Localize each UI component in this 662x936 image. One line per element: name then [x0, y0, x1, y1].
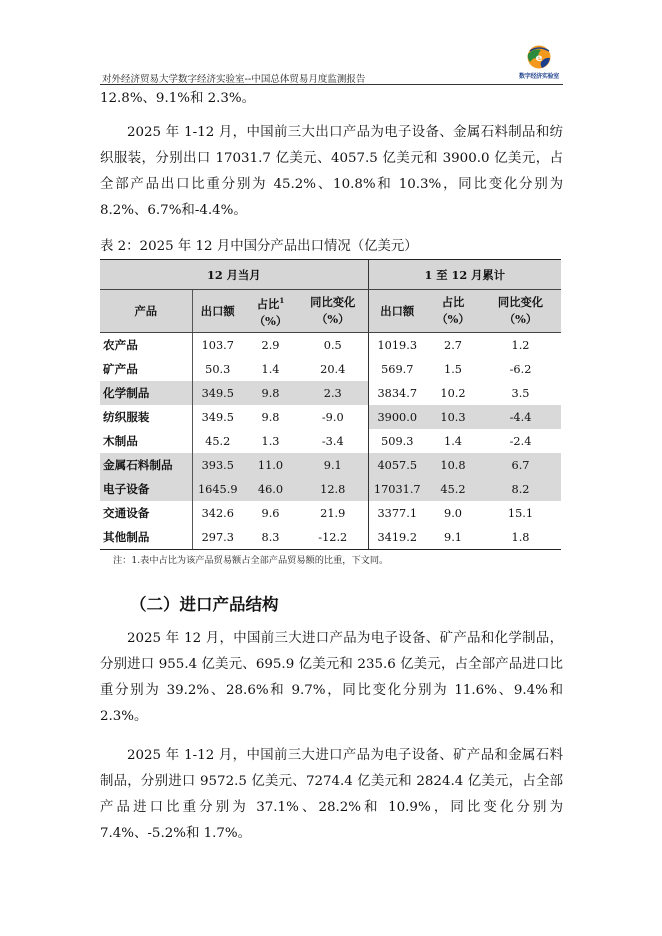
logo-text: 数字经济实验室: [519, 73, 559, 80]
cell-month-share: 9.8: [261, 410, 280, 424]
globe-logo-icon: [524, 44, 554, 70]
col-header-export: 出口额: [192, 290, 243, 333]
cell-cum-export: 1019.3: [368, 333, 426, 358]
table-caption: 表 2：2025 年 12 月中国分产品出口情况（亿美元）: [100, 239, 418, 254]
paragraph-import-cumulative: 2025 年 1-12 月，中国前三大进口产品为电子设备、矿产品和金属石料制品，分别进口 9572.5 亿美元、7274.4 亿美元和 2824.4 亿美元，占全部产品进口比重分别为 37.1%、28.2%和 10.9%，同比变化分别为 7.4%、-5.2%和 1.7%。: [100, 748, 563, 841]
table-row: [100, 405, 561, 429]
cell-cum-export: 569.7: [368, 357, 426, 381]
col-header-share: 占比$^1$ （%）: [243, 290, 298, 333]
cell-cum-yoy: 1.2: [511, 338, 530, 352]
col-header-yoy-cum: 同比变化 （%）: [480, 290, 561, 333]
cell-cum-export: 3834.7: [368, 381, 426, 405]
cell-month-share: 46.0: [243, 477, 298, 501]
paragraph-import-month: 2025 年 12 月，中国前三大进口产品为电子设备、矿产品和化学制品，分别进口 955.4 亿美元、695.9 亿美元和 235.6 亿美元，占全部产品进口比重分别为 39.2%、28.6%和 9.7%，同比变化分别为 11.6%、9.4%和 2.3%。: [100, 631, 563, 724]
header-rule: [100, 84, 563, 85]
group-header-cumulative: 1 至 12 月累计: [368, 260, 561, 290]
row-product-name: 纺织服装: [103, 410, 150, 424]
row-product-name: 农产品: [103, 338, 138, 352]
column-header-row: [100, 290, 561, 333]
cell-cum-yoy: 3.5: [511, 386, 530, 400]
cell-month-export: 45.2: [192, 429, 243, 453]
cell-cum-export: 3377.1: [368, 501, 426, 525]
cell-cum-export: 17031.7: [368, 477, 426, 501]
cell-month-export: 50.3: [192, 357, 243, 381]
cell-month-share: 11.0: [243, 453, 298, 477]
cell-cum-share: 9.1: [426, 525, 480, 550]
table-row: [100, 381, 561, 405]
cell-month-export: 393.5: [192, 453, 243, 477]
group-header-month: 12 月当月: [100, 260, 368, 290]
table-row: [100, 477, 561, 501]
cell-cum-share: 1.5: [444, 362, 462, 376]
section-title-import-structure: （二）进口产品结构: [130, 595, 279, 614]
col-header-product: 产品: [100, 290, 192, 333]
cell-month-share: 8.3: [243, 525, 298, 550]
table-row: [100, 333, 561, 358]
table-row: [100, 357, 561, 381]
paragraph-export-cumulative: 2025 年 1-12 月，中国前三大出口产品为电子设备、金属石料制品和纺织服装，分别出口 17031.7 亿美元、4057.5 亿美元和 3900.0 亿美元，占全部产品出口比重分别为 45.2%、10.8%和 10.3%，同比变化分别为 8.2%、6.7%和-4.4%。: [100, 125, 563, 218]
cell-cum-yoy: -6.2: [509, 362, 532, 376]
row-product-name: 电子设备: [100, 477, 192, 501]
col-header-yoy: 同比变化 （%）: [298, 290, 368, 333]
cell-month-yoy: -3.4: [321, 434, 344, 448]
cell-month-yoy: 21.9: [320, 506, 346, 520]
cell-month-yoy: -12.2: [298, 525, 368, 550]
cell-cum-yoy: -2.4: [509, 434, 532, 448]
cell-month-share: 9.6: [261, 506, 280, 520]
table-row: [100, 501, 561, 525]
cell-month-share: 1.4: [261, 362, 280, 376]
row-product-name: 化学制品: [100, 381, 192, 405]
row-product-name: 木制品: [103, 434, 138, 448]
cell-cum-export: 3419.2: [368, 525, 426, 550]
row-product-name: 矿产品: [103, 362, 138, 376]
cell-month-export: 297.3: [192, 525, 243, 550]
cell-month-export: 349.5: [192, 381, 243, 405]
col-header-share-cum: 占比 （%）: [426, 290, 480, 333]
cell-month-export: 103.7: [192, 333, 243, 358]
row-product-name: 交通设备: [103, 506, 150, 520]
cell-month-export: 342.6: [192, 501, 243, 525]
cell-cum-share: 2.7: [444, 338, 462, 352]
lab-logo: [517, 44, 561, 84]
cell-month-share: 1.3: [261, 434, 280, 448]
cell-month-yoy: 9.1: [298, 453, 368, 477]
cell-cum-yoy: 1.8: [480, 525, 561, 550]
table-row: [100, 429, 561, 453]
table-row: [100, 453, 561, 477]
cell-month-export: 1645.9: [192, 477, 243, 501]
cell-cum-yoy: 15.1: [507, 506, 534, 520]
table-note: 注：1.表中占比为该产品贸易额占全部产品贸易额的比重，下文同。: [113, 555, 389, 566]
cell-cum-share: 9.0: [444, 506, 462, 520]
cell-month-yoy: 12.8: [298, 477, 368, 501]
cell-cum-yoy: -4.4: [480, 405, 561, 429]
cell-month-yoy: 0.5: [323, 338, 342, 352]
cell-cum-yoy: 8.2: [480, 477, 561, 501]
header-title: 对外经济贸易大学数字经济实验室--中国总体贸易月度监测报告: [102, 74, 366, 85]
row-product-name: 其他制品: [100, 525, 192, 550]
cell-cum-share: 10.3: [426, 405, 480, 429]
svg-text:e: e: [535, 53, 543, 64]
table-row: [100, 525, 561, 550]
cell-month-share: 9.8: [243, 381, 298, 405]
cell-cum-share: 10.8: [426, 453, 480, 477]
cell-cum-share: 45.2: [426, 477, 480, 501]
cell-month-export: 349.5: [192, 405, 243, 429]
cell-cum-share: 10.2: [440, 386, 466, 400]
cell-month-yoy: 2.3: [298, 381, 368, 405]
paragraph-continued: 12.8%、9.1%和 2.3%。: [100, 91, 256, 106]
cell-cum-export: 509.3: [368, 429, 426, 453]
col-header-export-cum: 出口额: [368, 290, 426, 333]
cell-month-yoy: 20.4: [320, 362, 346, 376]
cell-cum-export: 3900.0: [368, 405, 426, 429]
cell-month-yoy: -9.0: [321, 410, 344, 424]
cell-cum-share: 1.4: [444, 434, 462, 448]
cell-cum-export: 4057.5: [368, 453, 426, 477]
group-header-row: [100, 260, 561, 290]
row-product-name: 金属石料制品: [100, 453, 192, 477]
export-by-product-table: [100, 259, 561, 550]
cell-cum-yoy: 6.7: [480, 453, 561, 477]
cell-month-share: 2.9: [261, 338, 280, 352]
page-header: [100, 44, 563, 84]
